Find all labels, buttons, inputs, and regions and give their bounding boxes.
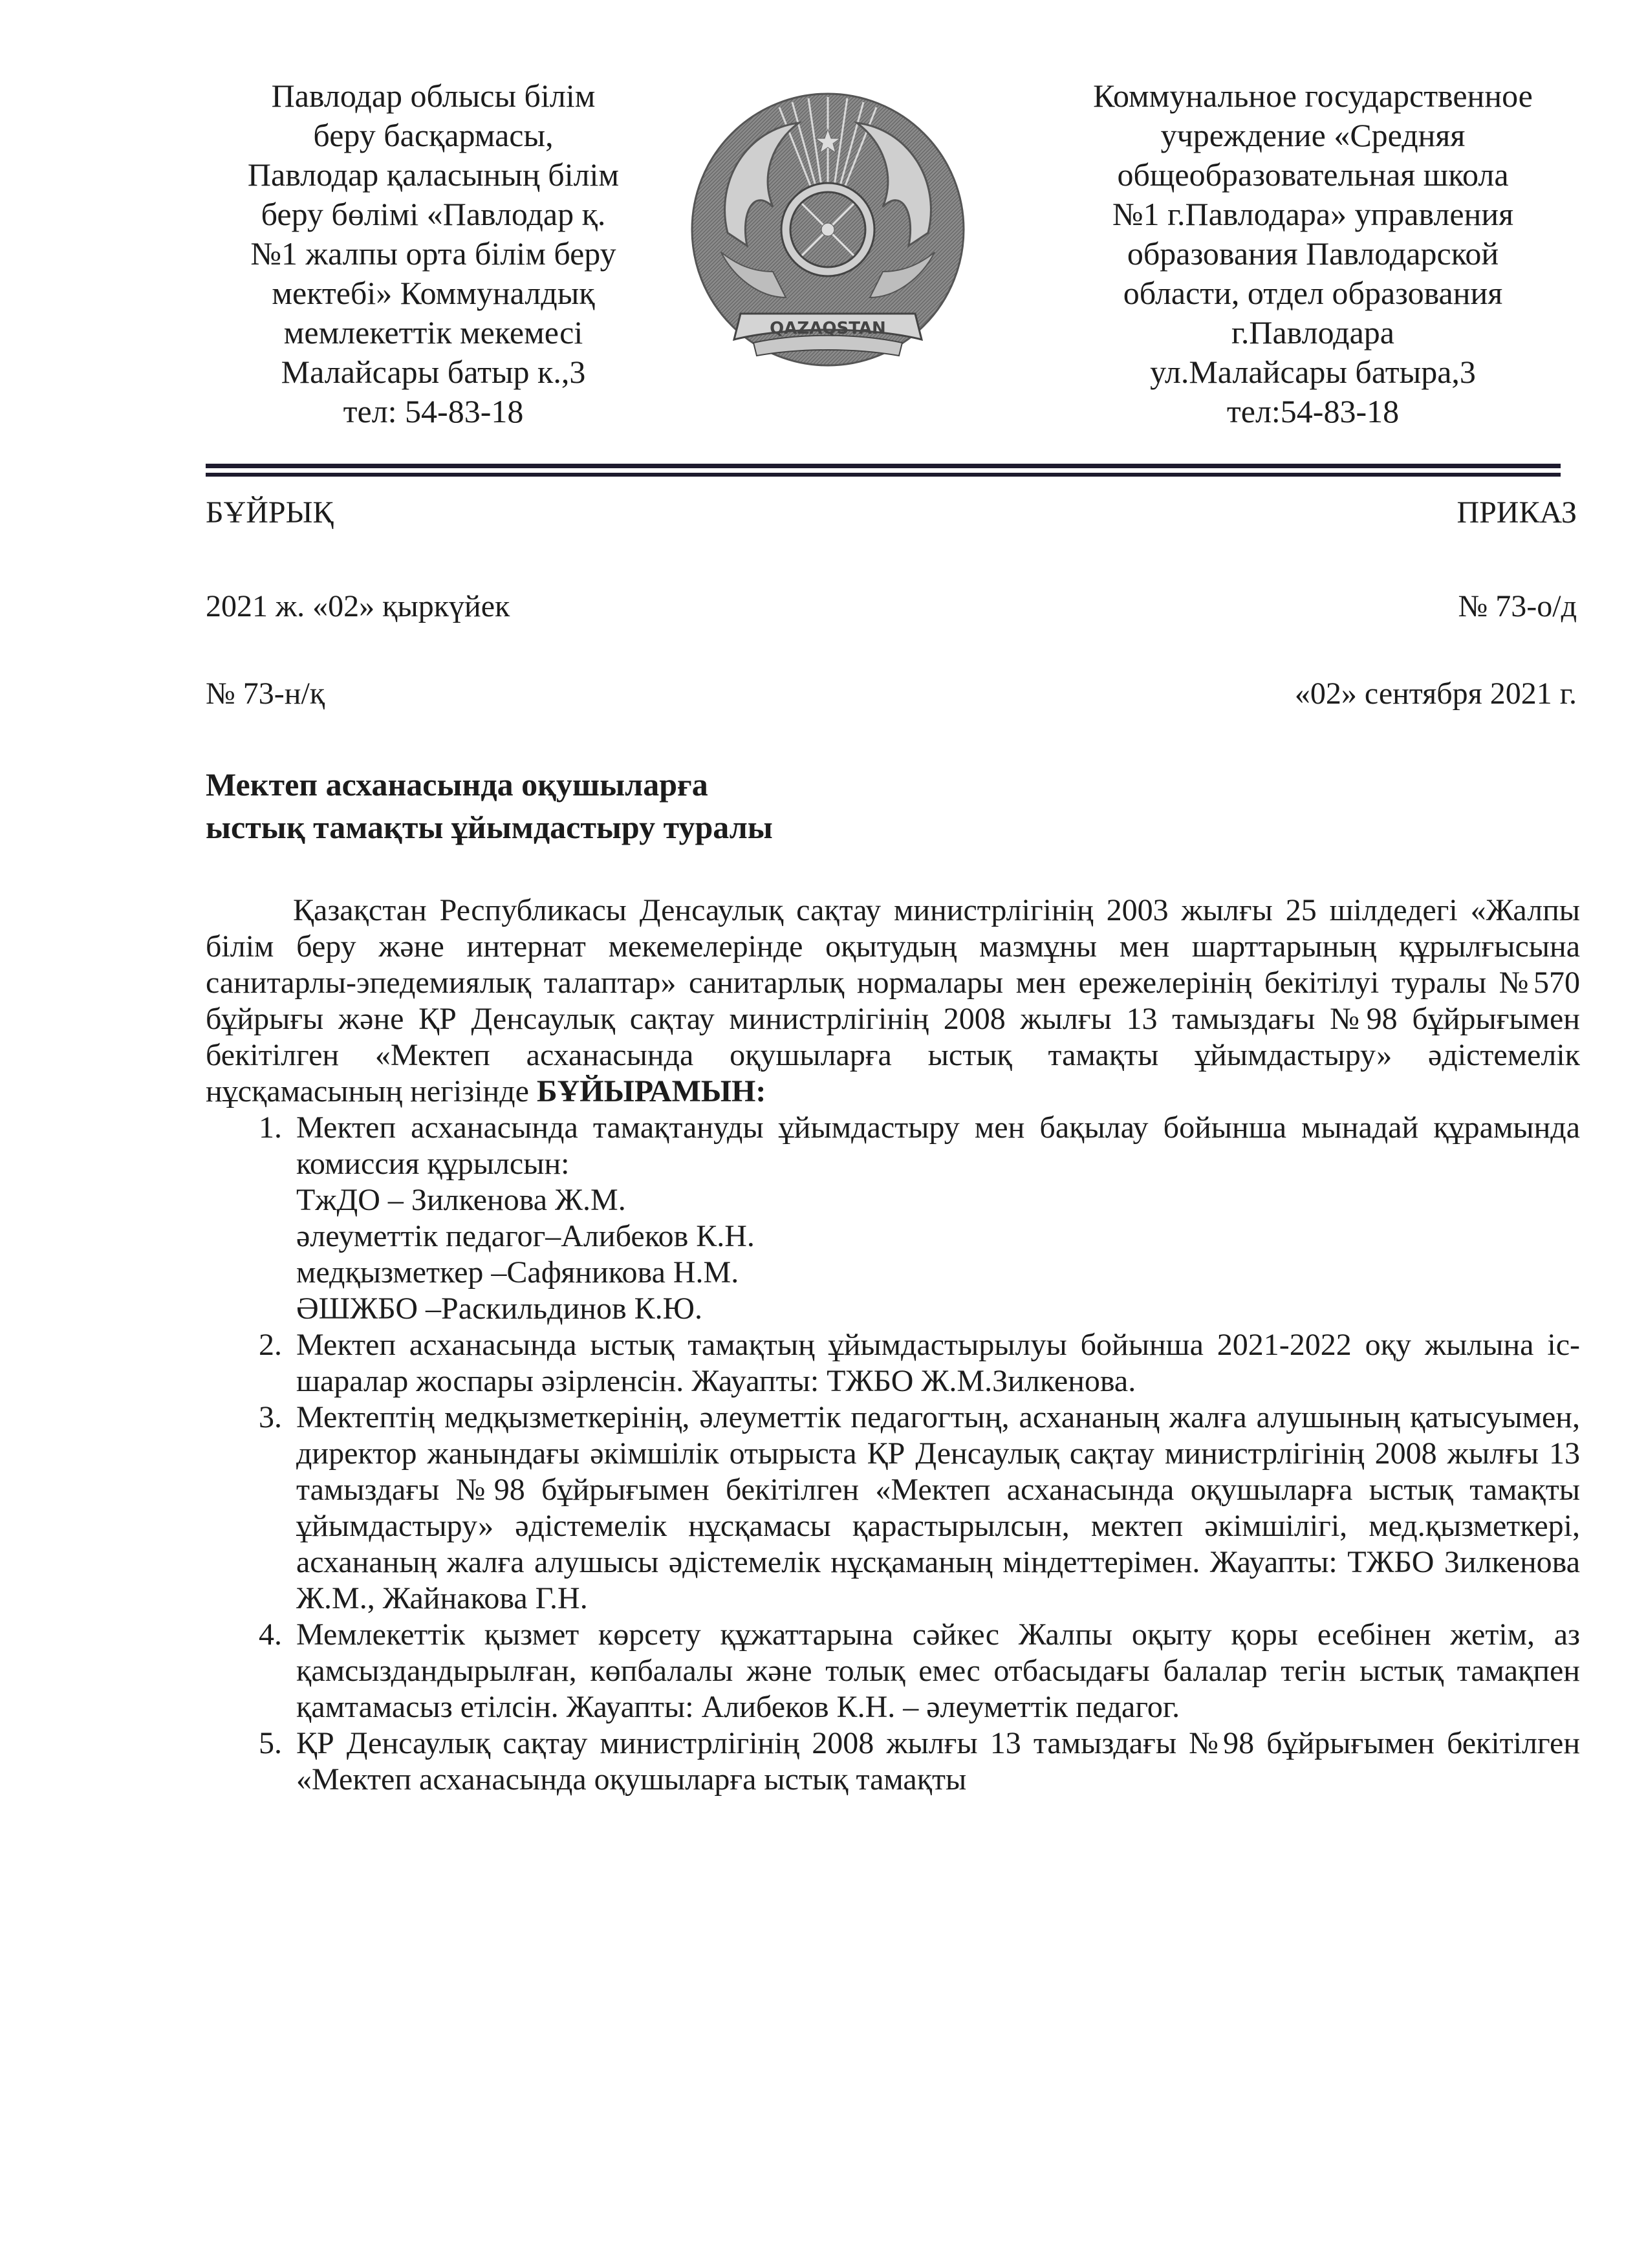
order-date-kazakh: 2021 ж. «02» қыркүйек [206,589,510,623]
header-right-line: общеобразовательная школа [1117,157,1509,193]
order-title-line: ыстық тамақты ұйымдастыру туралы [206,809,773,845]
header-right-line: области, отдел образования [1123,275,1503,311]
order-item [290,1725,1580,1798]
header-kazakh-institution [194,76,673,431]
header-right-line: №1 г.Павлодара» управления [1112,196,1514,232]
order-item-text: Мемлекеттік қызмет көрсету құжаттарына сәйкес Жалпы оқыту қоры есебінен жетім, аз қамсыздандырылған, көпбалалы және толық емес отбасыдағы балалар тегін ыстық тамақпен қамтамасыз етілсін. Жауапты: Алибеков К.Н. – әлеуметтік педагог. [296,1617,1580,1724]
header-right-line: ул.Малайсары батыра,3 [1150,354,1476,390]
commission-member: ӘШЖБО –Раскильдинов К.Ю. [296,1291,702,1326]
order-date-russian: «02» сентября 2021 г. [1294,676,1577,711]
header-left-line: беру бөлімі «Павлодар қ. [261,196,606,232]
header-divider-thick [206,464,1561,468]
emblem-ribbon-text: QAZAQSTAN [770,319,886,338]
header-right-line: образования Павлодарской [1127,235,1499,272]
order-item-text: Мектеп асханасында тамақтануды ұйымдастыру мен бақылау бойынша мынадай құрамында комиссия құрылсын: [296,1110,1580,1181]
decree-word: БҰЙЫРАМЫН: [536,1074,766,1108]
header-left-line: мемлекеттік мекемесі [283,314,583,351]
order-item [290,1327,1580,1399]
header-right-line: тел:54-83-18 [1226,393,1400,429]
header-left-line: Павлодар облысы білім [271,78,596,114]
order-items-list [206,1110,1580,1798]
header-left-line: Павлодар қаласының білім [247,157,620,193]
order-number-kazakh: № 73-н/қ [206,676,325,711]
commission-member: медқызметкер –Сафяникова Н.М. [296,1255,739,1290]
header-right-line: Коммунальное государственное [1093,78,1533,114]
order-item [290,1110,1580,1327]
header-left-line: мектебі» Коммуналдық [272,275,595,311]
order-item-text: Мектеп асханасында ыстық тамақтың ұйымдастырылуы бойынша 2021-2022 оқу жылына іс-шаралар жоспары әзірленсін. Жауапты: ТЖБО Ж.М.Зилкенова. [296,1328,1580,1398]
preamble-paragraph [206,892,1580,1110]
order-title [206,763,1046,848]
header-left-line: Малайсары батыр к.,3 [281,354,586,390]
preamble-text: Қазақстан Республикасы Денсаулық сақтау министрлігінің 2003 жылғы 25 шілдедегі «Жалпы білім беру және интернат мекемелерінде оқытудың мазмұны мен шарттарының құрылғысына санитарлы-эпедемиялық талаптар» санитарлық нормалары мен ережелерінің бекітілуі туралы №570 бұйрығы және ҚР Денсаулық сақтау министрлігінің 2008 жылғы 13 тамыздағы №98 бұйрығымен бекітілген «Мектеп асханасында оқушыларға ыстық тамақты ұйымдастыру» әдістемелік нұсқамасының негізінде [206,893,1580,1108]
order-title-line: Мектеп асханасында оқушыларға [206,766,708,803]
order-body [206,892,1580,1798]
order-type-russian: ПРИКАЗ [1456,495,1577,530]
commission-member: ТжДО – Зилкенова Ж.М. [296,1183,626,1217]
order-item-text: ҚР Денсаулық сақтау министрлігінің 2008 жылғы 13 тамыздағы №98 бұйрығымен бекітілген «Мектеп асханасында оқушыларға ыстық тамақты [296,1726,1580,1797]
header-right-line: г.Павлодара [1231,314,1394,351]
header-left-line: №1 жалпы орта білім беру [250,235,616,272]
header-left-line: тел: 54-83-18 [343,393,524,429]
order-type-kazakh: БҰЙРЫҚ [206,495,334,530]
kazakhstan-state-emblem-icon [676,84,980,388]
order-item [290,1617,1580,1725]
commission-member: әлеуметтік педагог–Алибеков К.Н. [296,1219,755,1253]
header-left-line: беру басқармасы, [313,117,554,153]
header-divider-thin [206,473,1561,477]
header-russian-institution [1035,76,1591,431]
header-right-line: учреждение «Средняя [1160,117,1466,153]
order-item-text: Мектептің медқызметкерінің, әлеуметтік педагогтың, асхананың жалға алушының қатысуымен, директор жанындағы әкімшілік отырыста ҚР Денсаулық сақтау министрлігінің 2008 жылғы 13 тамыздағы №98 бұйрығымен бекітілген «Мектеп асханасында оқушыларға ыстық тамақты ұйымдастыру» әдістемелік нұсқамасы қарастырылсын, мектеп әкімшілігі, мед.қызметкері, асхананың жалға алушысы әдістемелік нұсқаманың міндеттерімен. Жауапты: ТЖБО Зилкенова Ж.М., Жайнакова Г.Н. [296,1400,1580,1615]
order-number-russian: № 73-о/д [1458,589,1577,623]
order-item [290,1399,1580,1617]
